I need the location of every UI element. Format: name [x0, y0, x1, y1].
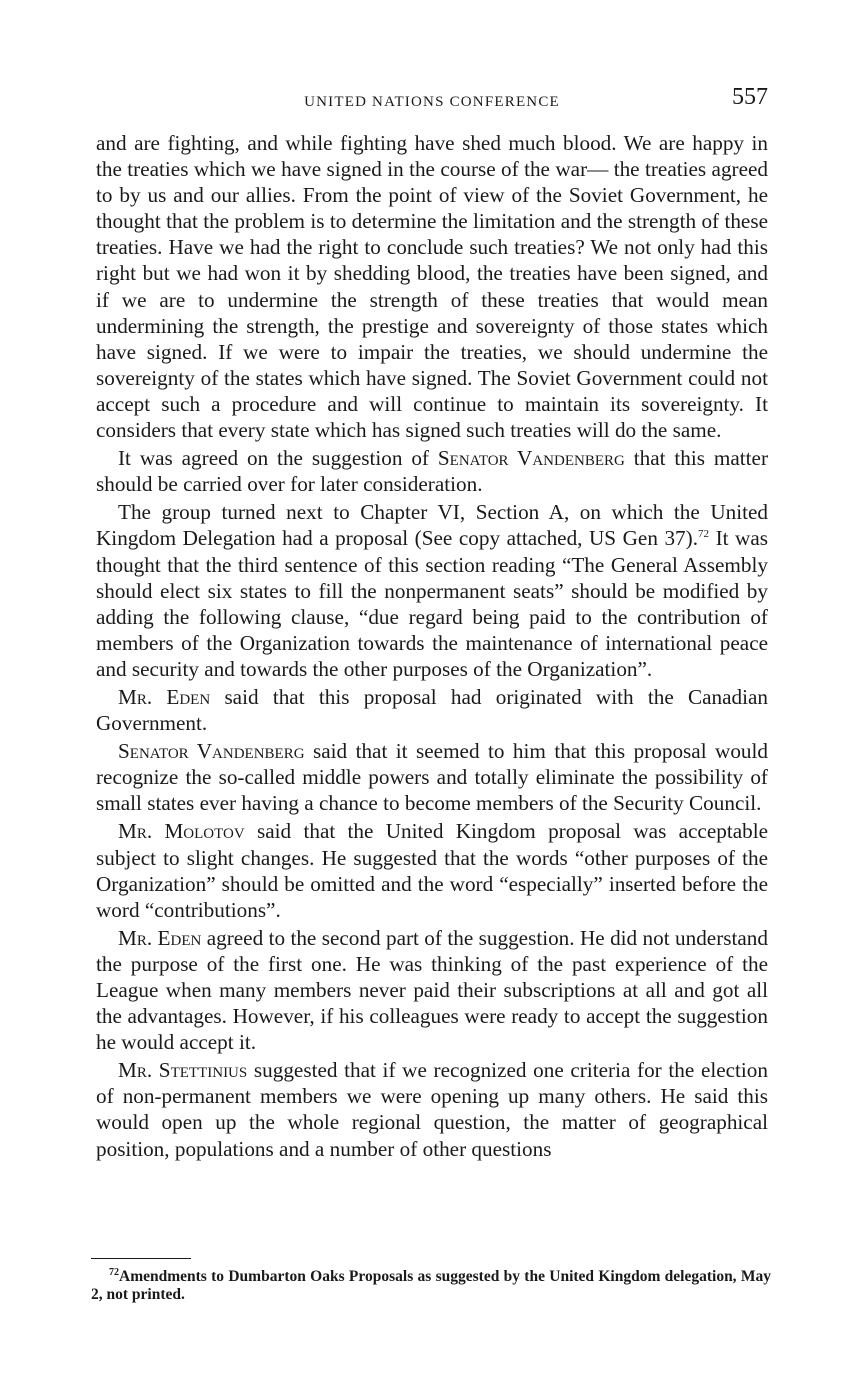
paragraph-text: said that the United Kingdom proposal was acceptable subject to slight changes. He suggested that the words “other purposes of the Organization” should be omitted and the word “especially” inserted before the word “contributions”.	[96, 819, 769, 922]
paragraph-text: said that it seemed to him that this proposal would recognize the so-called middle powers and totally eliminate the possibility of small states ever having a chance to become members of the Security Council.	[96, 739, 769, 816]
footnote-divider	[91, 1258, 191, 1259]
paragraph-eden-origin	[96, 684, 768, 736]
paragraph-text: agreed to the second part of the suggestion. He did not understand the purpose of the first one. He was thinking of the past experience of the League when many members never paid their subscriptions at all and got all the advantages. However, if his colleagues were ready to accept the suggestion he would accept it.	[96, 925, 768, 1055]
paragraph-stettinius	[96, 1057, 768, 1161]
footnote-reference: 72	[698, 528, 710, 541]
page-number: 557	[732, 84, 768, 110]
paragraph-text: suggested that if we recognized one criteria for the election of non-permanent members we were opening up many others. He said this would open up the whole regional question, the matter of geographical position, populations and a number of other questions	[96, 1058, 768, 1161]
speaker-name: Senator Vandenberg	[437, 446, 625, 471]
footnote-marker: 72	[109, 1267, 119, 1278]
paragraph-text: The group turned next to Chapter VI, Section A, on which the United Kingdom Delegation had a proposal (See copy attached, US Gen 37).	[96, 500, 768, 551]
paragraph-vandenberg-agreement	[96, 445, 768, 497]
paragraph-text: said that this proposal had originated with the Canadian Government.	[96, 684, 768, 736]
body-text	[96, 130, 768, 1162]
paragraph-text: that this matter should be carried over for later consideration.	[96, 446, 769, 497]
paragraph-eden-agreement	[96, 925, 768, 1055]
paragraph-molotov	[96, 818, 768, 922]
footnote	[91, 1268, 771, 1304]
paragraph-text: It was agreed on the suggestion of	[118, 446, 429, 471]
speaker-name: Mr. Stettinius	[118, 1058, 248, 1083]
paragraph-text: and are fighting, and while fighting have shed much blood. We are happy in the treaties which we have signed in the course of the war— the treaties agreed to by us and our allies. From the point of view of the Soviet Government, he thought that the problem is to determine the limitation and the strength of these treaties. Have we had the right to conclude such treaties? We not only had this right but we had won it by shedding blood, the treaties have been signed, and if we are to undermine the strength of these treaties that would mean undermining the strength, the prestige and sovereignty of those states which have signed. If we were to impair the treaties, we should undermine the sovereignty of the states which have signed. The Soviet Government could not accept such a procedure and will continue to maintain its sovereignty. It considers that every state which has signed such treaties will do the same.	[96, 131, 768, 443]
speaker-name: Senator Vandenberg	[118, 739, 305, 764]
paragraph-vandenberg-middle-powers	[96, 738, 768, 816]
paragraph-continued	[96, 130, 768, 443]
paragraph-chapter-vi	[96, 499, 768, 682]
speaker-name: Mr. Molotov	[118, 819, 245, 844]
speaker-name: Mr. Eden	[118, 684, 211, 709]
running-title: UNITED NATIONS CONFERENCE	[304, 94, 560, 110]
paragraph-text: It was thought that the third sentence of this section reading “The General Assembly should elect six states to fill the nonpermanent seats” should be modified by adding the following clause, “due regard being paid to the contribution of members of the Organization towards the maintenance of international peace and security and towards the other purposes of the Organization”.	[96, 526, 768, 681]
page-header	[96, 84, 768, 116]
footnote-text: Amendments to Dumbarton Oaks Proposals as suggested by the United Kingdom delegation, May 2, not printed.	[91, 1268, 771, 1303]
speaker-name: Mr. Eden	[118, 925, 202, 950]
